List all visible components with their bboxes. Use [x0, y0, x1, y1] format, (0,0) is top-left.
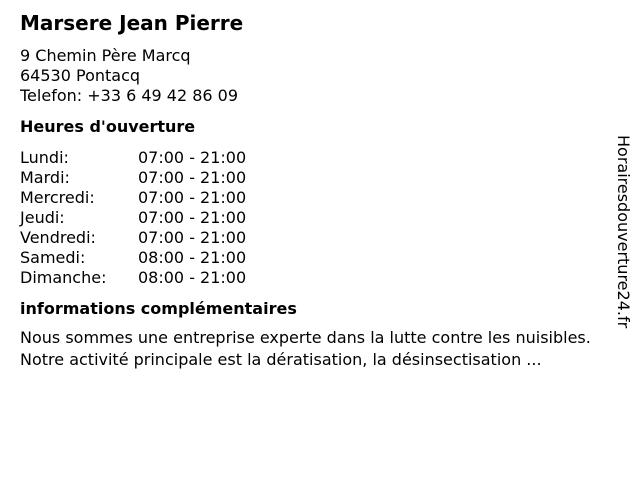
hours-day: Jeudi:	[20, 208, 65, 227]
address-street: 9 Chemin Père Marcq	[20, 46, 191, 65]
hours-time: 07:00 - 21:00	[138, 168, 247, 187]
hours-row-jeudi	[20, 208, 610, 228]
hours-time: 07:00 - 21:00	[138, 188, 247, 207]
additional-info-heading: informations complémentaires	[20, 299, 297, 318]
hours-time: 08:00 - 21:00	[138, 268, 247, 287]
address-city: 64530 Pontacq	[20, 66, 141, 85]
address-block	[20, 46, 610, 106]
business-card	[20, 10, 610, 371]
additional-info-text: Nous sommes une entreprise experte dans la lutte contre les nuisibles. Notre activité principale est la dératisation, la désinsectisation ...	[20, 328, 591, 369]
hours-day: Lundi:	[20, 148, 69, 167]
hours-day: Dimanche:	[20, 268, 107, 287]
hours-day: Vendredi:	[20, 228, 96, 247]
opening-hours-table	[20, 148, 610, 288]
hours-day: Mercredi:	[20, 188, 95, 207]
opening-hours-heading: Heures d'ouverture	[20, 117, 196, 136]
hours-time: 07:00 - 21:00	[138, 228, 247, 247]
phone-number: Telefon: +33 6 49 42 86 09	[20, 86, 239, 105]
hours-day: Mardi:	[20, 168, 70, 187]
hours-row-mercredi	[20, 188, 610, 208]
hours-time: 07:00 - 21:00	[138, 208, 247, 227]
hours-row-samedi	[20, 248, 610, 268]
hours-day: Samedi:	[20, 248, 86, 267]
hours-row-dimanche	[20, 268, 610, 288]
hours-row-mardi	[20, 168, 610, 188]
site-watermark: Horairesdouverture24.fr	[614, 135, 633, 329]
hours-time: 07:00 - 21:00	[138, 148, 247, 167]
hours-time: 08:00 - 21:00	[138, 248, 247, 267]
business-name: Marsere Jean Pierre	[20, 11, 244, 35]
hours-row-lundi	[20, 148, 610, 168]
hours-row-vendredi	[20, 228, 610, 248]
